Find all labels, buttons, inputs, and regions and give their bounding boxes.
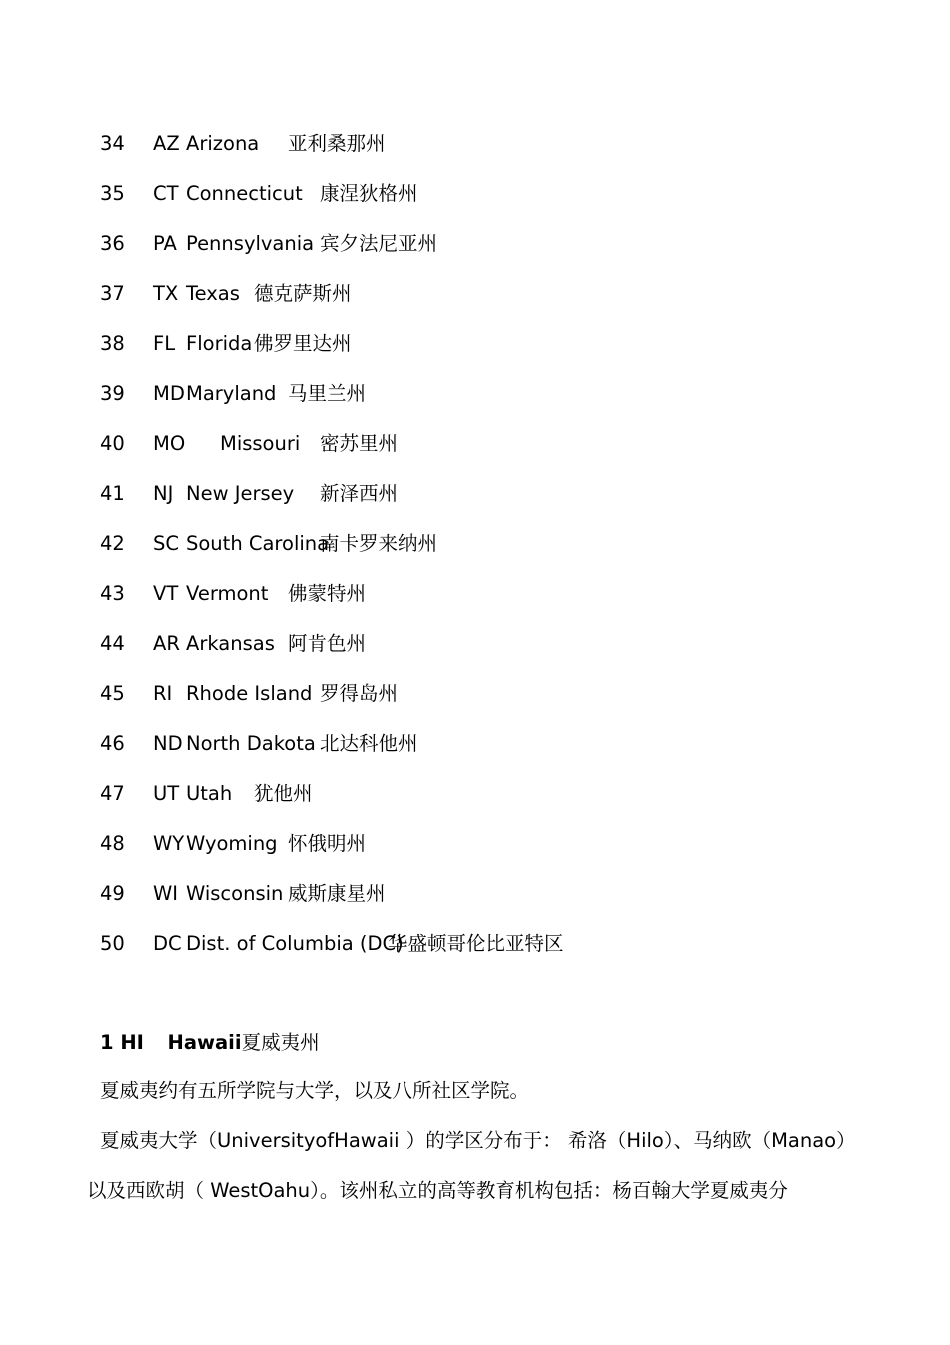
state-english-name: Arizona	[186, 132, 260, 155]
state-chinese-name: 马里兰州	[288, 382, 367, 405]
state-chinese-name: 康涅狄格州	[320, 182, 418, 205]
state-row	[100, 128, 860, 178]
state-english-name: Connecticut	[186, 182, 303, 205]
state-chinese-name: 罗得岛州	[320, 682, 399, 705]
heading-code: 1 HI	[100, 1031, 144, 1054]
state-abbreviation: PA	[153, 232, 177, 255]
state-row	[100, 878, 860, 928]
state-number: 44	[100, 632, 125, 655]
state-number: 43	[100, 582, 125, 605]
state-number: 45	[100, 682, 125, 705]
state-abbreviation: VT	[153, 582, 179, 605]
state-row	[100, 228, 860, 278]
state-row	[100, 928, 860, 978]
state-number: 46	[100, 732, 125, 755]
state-number: 37	[100, 282, 125, 305]
state-chinese-name: 阿肯色州	[288, 632, 367, 655]
state-chinese-name: 佛蒙特州	[288, 582, 367, 605]
state-row	[100, 278, 860, 328]
state-row	[100, 378, 860, 428]
state-abbreviation: UT	[153, 782, 180, 805]
state-number: 42	[100, 532, 125, 555]
state-abbreviation: FL	[153, 332, 176, 355]
state-english-name: South Carolina	[186, 532, 330, 555]
state-english-name: Maryland	[186, 382, 277, 405]
state-row	[100, 828, 860, 878]
heading-name: Hawaii	[167, 1031, 242, 1054]
state-number: 34	[100, 132, 125, 155]
state-abbreviation: RI	[153, 682, 173, 705]
state-number: 50	[100, 932, 125, 955]
state-row	[100, 178, 860, 228]
state-english-name: Pennsylvania	[186, 232, 315, 255]
state-list	[100, 128, 860, 978]
hawaii-section	[87, 1026, 880, 1202]
state-english-name: Florida	[186, 332, 253, 355]
state-number: 35	[100, 182, 125, 205]
state-chinese-name: 密苏里州	[320, 432, 399, 455]
state-english-name: New Jersey	[186, 482, 295, 505]
state-row	[100, 528, 860, 578]
state-chinese-name: 犹他州	[254, 782, 313, 805]
state-english-name: Vermont	[186, 582, 269, 605]
state-abbreviation: MO	[153, 432, 186, 455]
state-number: 36	[100, 232, 125, 255]
state-number: 38	[100, 332, 125, 355]
state-chinese-name: 威斯康星州	[288, 882, 386, 905]
state-english-name: North Dakota	[186, 732, 316, 755]
state-abbreviation: CT	[153, 182, 179, 205]
state-abbreviation: MD	[153, 382, 185, 405]
state-english-name: Arkansas	[186, 632, 275, 655]
state-abbreviation: DC	[153, 932, 182, 955]
state-english-name: Missouri	[220, 432, 301, 455]
state-chinese-name: 亚利桑那州	[288, 132, 386, 155]
state-number: 41	[100, 482, 125, 505]
paragraph: 夏威夷约有五所学院与大学，以及八所社区学院。	[100, 1079, 530, 1102]
state-english-name: Utah	[186, 782, 233, 805]
state-abbreviation: TX	[153, 282, 179, 305]
state-abbreviation: SC	[153, 532, 179, 555]
state-chinese-name: 德克萨斯州	[254, 282, 352, 305]
state-row	[100, 578, 860, 628]
state-row	[100, 328, 860, 378]
state-abbreviation: AZ	[153, 132, 180, 155]
state-number: 49	[100, 882, 125, 905]
section-heading	[100, 1026, 880, 1074]
state-row	[100, 728, 860, 778]
state-number: 48	[100, 832, 125, 855]
state-number: 40	[100, 432, 125, 455]
state-number: 47	[100, 782, 125, 805]
state-row	[100, 478, 860, 528]
state-number: 39	[100, 382, 125, 405]
state-abbreviation: NJ	[153, 482, 174, 505]
state-chinese-name: 南卡罗来纳州	[320, 532, 438, 555]
state-chinese-name: 宾夕法尼亚州	[320, 232, 438, 255]
state-chinese-name: 佛罗里达州	[254, 332, 352, 355]
state-chinese-name: 怀俄明州	[288, 832, 367, 855]
state-english-name: Texas	[186, 282, 240, 305]
state-row	[100, 778, 860, 828]
state-english-name: Dist. of Columbia (DC)	[186, 932, 404, 955]
state-english-name: Rhode Island	[186, 682, 313, 705]
state-abbreviation: ND	[153, 732, 183, 755]
paragraph: 以及西欧胡（ WestOahu）。该州私立的高等教育机构包括：杨百翰大学夏威夷分	[87, 1179, 788, 1202]
paragraph: 夏威夷大学（UniversityofHawaii ）的学区分布于： 希洛（Hilo）、马纳欧（Manao）	[100, 1129, 856, 1152]
state-abbreviation: AR	[153, 632, 180, 655]
state-row	[100, 428, 860, 478]
heading-chinese-name: 夏威夷州	[241, 1031, 320, 1054]
state-row	[100, 678, 860, 728]
state-row	[100, 628, 860, 678]
state-chinese-name: 北达科他州	[320, 732, 418, 755]
state-chinese-name: 华盛顿哥伦比亚特区	[388, 932, 564, 955]
state-abbreviation: WY	[153, 832, 185, 855]
state-english-name: Wisconsin	[186, 882, 284, 905]
state-abbreviation: WI	[153, 882, 179, 905]
state-chinese-name: 新泽西州	[320, 482, 399, 505]
state-english-name: Wyoming	[186, 832, 278, 855]
